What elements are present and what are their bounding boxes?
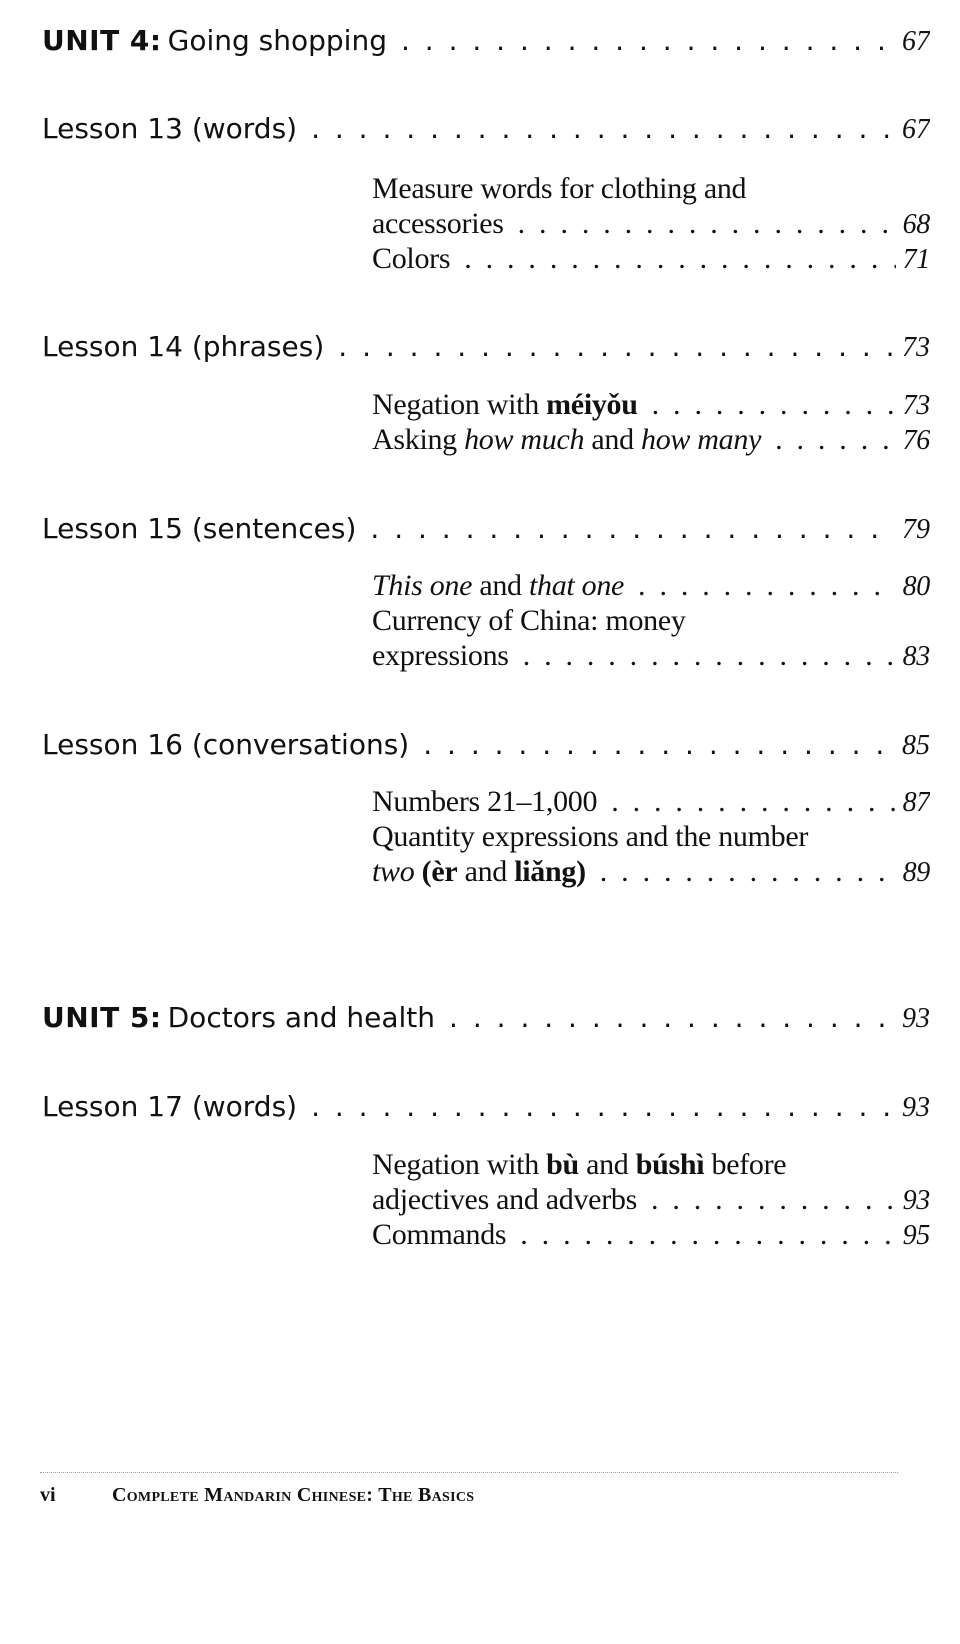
topic-this-one-page: 80 <box>902 571 930 602</box>
topic-negation-bu-term: bù <box>546 1148 579 1181</box>
topic-quantity-er: (èr <box>421 855 458 888</box>
dot-leader <box>311 112 896 145</box>
lesson-16-entry[interactable] <box>42 728 930 768</box>
dot-leader <box>638 569 896 603</box>
topic-quantity-two: two <box>372 855 415 888</box>
topic-negation-term: méiyǒu <box>546 388 638 421</box>
dot-leader <box>611 785 896 819</box>
topic-asking-page: 76 <box>902 425 930 456</box>
topic-this-one: This one <box>372 569 473 602</box>
topic-measure-words-page: 68 <box>902 209 930 240</box>
dot-leader <box>520 1218 896 1252</box>
topic-negation-bu[interactable] <box>372 1183 930 1221</box>
dot-leader <box>464 242 896 276</box>
dot-leader <box>652 388 896 422</box>
lesson-17-entry[interactable] <box>42 1090 930 1130</box>
topic-asking-italic1: how much <box>464 423 585 456</box>
topic-currency-line1: Currency of China: money <box>372 604 686 637</box>
lesson-15-title: Lesson 15 (sentences) <box>42 512 357 545</box>
topic-negation-bu-prefix: Negation with <box>372 1148 539 1181</box>
unit-5-entry[interactable] <box>42 1001 930 1041</box>
topic-currency-line2: expressions <box>372 639 509 672</box>
topic-currency-page: 83 <box>902 641 930 672</box>
topic-negation-meiyou[interactable] <box>372 388 930 426</box>
dot-leader <box>370 512 896 545</box>
lesson-13-page: 67 <box>902 114 930 145</box>
footer-divider <box>40 1472 898 1473</box>
topic-asking-and: and <box>591 423 634 456</box>
topic-numbers-label: Numbers 21–1,000 <box>372 785 598 818</box>
topic-this-and: and <box>479 569 522 602</box>
topic-quantity-liang: liǎng) <box>514 855 586 888</box>
lesson-13-entry[interactable] <box>42 112 930 152</box>
topic-negation-bu-line2: adjectives and adverbs <box>372 1183 637 1216</box>
topic-numbers[interactable] <box>372 785 930 823</box>
lesson-16-page: 85 <box>902 730 930 761</box>
topic-measure-words[interactable] <box>372 207 930 245</box>
topic-measure-words-line1: Measure words for clothing and <box>372 172 747 205</box>
topic-negation-page: 73 <box>902 390 930 421</box>
page-number: vi <box>40 1484 56 1506</box>
topic-currency[interactable] <box>372 639 930 677</box>
unit-4-entry[interactable] <box>42 24 930 64</box>
topic-negation-bu-page: 93 <box>902 1185 930 1216</box>
topic-commands[interactable] <box>372 1218 930 1256</box>
topic-colors[interactable] <box>372 242 930 280</box>
unit-4-page: 67 <box>902 26 930 57</box>
lesson-13-title: Lesson 13 (words) <box>42 112 298 145</box>
dot-leader <box>651 1183 896 1217</box>
topic-numbers-page: 87 <box>902 787 930 818</box>
lesson-17-page: 93 <box>902 1092 930 1123</box>
page-footer <box>40 1484 474 1507</box>
dot-leader <box>311 1090 896 1123</box>
topic-quantity[interactable] <box>372 855 930 893</box>
topic-asking-how-much[interactable] <box>372 423 930 461</box>
topic-that-one: that one <box>528 569 625 602</box>
unit-5-label: UNIT 5: <box>42 1001 162 1034</box>
lesson-14-title: Lesson 14 (phrases) <box>42 330 325 363</box>
topic-quantity-and: and <box>464 855 508 888</box>
dot-leader <box>338 330 896 363</box>
dot-leader <box>423 728 896 761</box>
topic-colors-page: 71 <box>902 244 930 275</box>
unit-4-title: Going shopping <box>167 24 387 57</box>
topic-asking-prefix: Asking <box>372 423 457 456</box>
topic-quantity-line1: Quantity expressions and the number <box>372 820 809 853</box>
topic-commands-page: 95 <box>902 1220 930 1251</box>
unit-5-page: 93 <box>902 1003 930 1034</box>
topic-negation-bu-and: and <box>586 1148 629 1181</box>
topic-measure-words-line2: accessories <box>372 207 504 240</box>
dot-leader <box>449 1001 896 1034</box>
dot-leader <box>518 207 896 241</box>
lesson-14-entry[interactable] <box>42 330 930 370</box>
dot-leader <box>523 639 896 673</box>
topic-quantity-page: 89 <box>902 857 930 888</box>
topic-negation-bushi-term: búshì <box>635 1148 705 1181</box>
lesson-15-page: 79 <box>902 514 930 545</box>
topic-negation-bu-line1 <box>372 1148 786 1182</box>
topic-negation-prefix: Negation with <box>372 388 539 421</box>
unit-5-title: Doctors and health <box>167 1001 436 1034</box>
dot-leader <box>600 855 896 889</box>
lesson-14-page: 73 <box>902 332 930 363</box>
topic-negation-bu-suffix: before <box>711 1148 787 1181</box>
topic-this-one-that-one[interactable] <box>372 569 930 607</box>
topic-colors-label: Colors <box>372 242 451 275</box>
lesson-16-title: Lesson 16 (conversations) <box>42 728 410 761</box>
lesson-17-title: Lesson 17 (words) <box>42 1090 298 1123</box>
unit-4-label: UNIT 4: <box>42 24 162 57</box>
dot-leader <box>401 24 896 57</box>
topic-asking-italic2: how many <box>641 423 762 456</box>
lesson-15-entry[interactable] <box>42 512 930 552</box>
dot-leader <box>775 423 896 457</box>
book-title: Complete Mandarin Chinese: The Basics <box>112 1484 475 1506</box>
topic-commands-label: Commands <box>372 1218 507 1251</box>
